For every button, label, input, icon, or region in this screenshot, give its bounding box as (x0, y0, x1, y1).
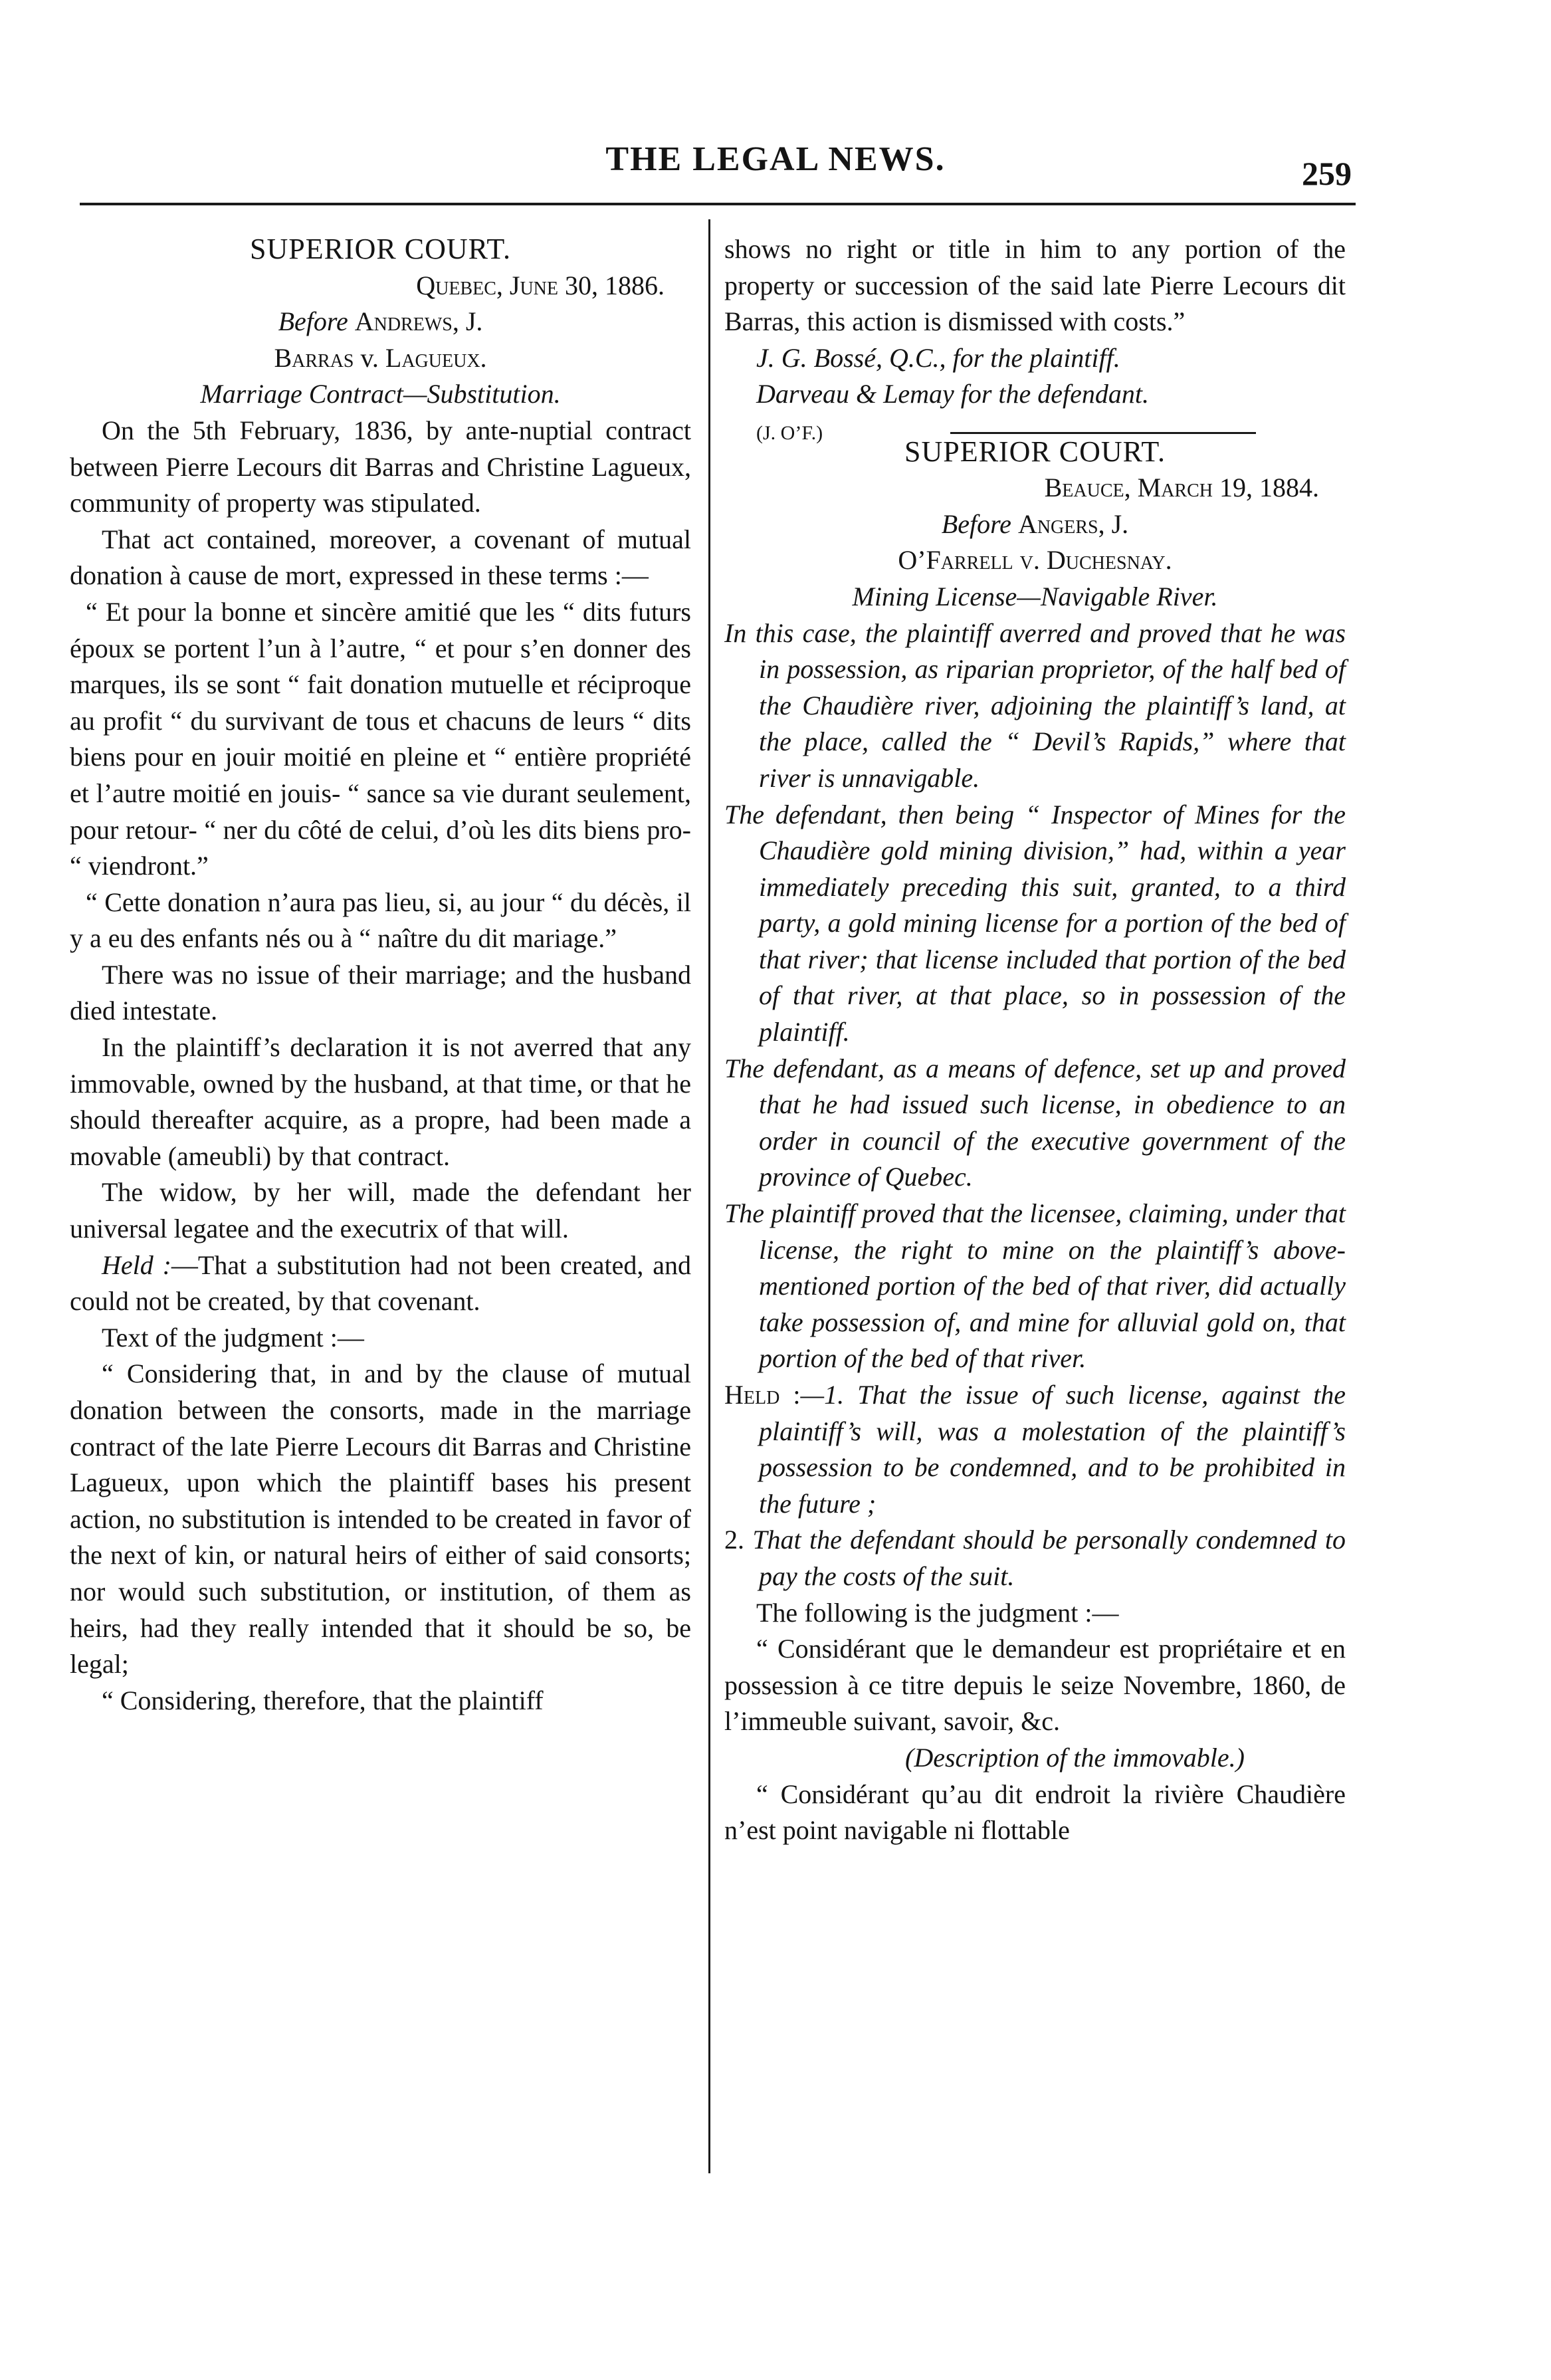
left-column (70, 231, 691, 1719)
place-date-text: Quebec, June 30, 1886. (416, 270, 665, 300)
held-1 (724, 1377, 1346, 1522)
paragraph-considering-1: “ Considering that, in and by the clause of mutual donation between the consorts, made in the marriage contract of the late Pierre Lecours dit Barras and Christine Lagueux, upon which the plaintiff bases his present action, no substitution is intended to be created in favor of the next of kin, or natural heirs of either of said consorts; nor would such substitution, or institution, of them as heirs, had they really intended that it should be so, be legal; (70, 1358, 691, 1679)
reporter-initials: (J. O’F.) (756, 421, 823, 444)
judge-line-2 (724, 506, 1346, 543)
paragraph-covenant: That act contained, moreover, a covenant of mutual donation à cause de mort, expressed in these terms :— (70, 524, 691, 591)
paragraph-no-issue: There was no issue of their marriage; and the husband died intestate. (70, 959, 691, 1026)
counsel-defendant: Darveau & Lemay for the defendant. (756, 379, 1149, 409)
held-label: Held : (102, 1249, 171, 1280)
judge-line (70, 304, 691, 340)
journal-title: THE LEGAL NEWS. (605, 140, 946, 178)
reporter-row (724, 413, 1346, 449)
case-subject: Marriage Contract—Substitution. (200, 379, 561, 409)
place-date (70, 268, 691, 304)
judge-prefix: Before (278, 306, 348, 337)
description-note: (Description of the immovable.) (905, 1742, 1245, 1773)
column-divider (708, 219, 710, 2173)
paragraph-following-judgment: The following is the judgment :— (756, 1597, 1119, 1628)
held-2-text: That the defendant should be personally condemned to pay the costs of the suit. (752, 1525, 1346, 1591)
paragraph-contract: On the 5th February, 1836, by ante-nuptial contract between Pierre Lecours dit Barras and Christine Lagueux, community of property was stipulated. (70, 415, 691, 518)
plaintiff-name: Barras (274, 342, 354, 373)
paragraph-dismissal: shows no right or title in him to any portion of the property or succession of the said late Pierre Lecours dit Barras, this action is dismissed with costs.” (724, 234, 1346, 337)
header-rule (80, 203, 1356, 205)
headnote-defence: The defendant, as a means of defence, set up and proved that he had issued such license, in obedience to an order in council of the executive government of the province of Quebec. (724, 1053, 1346, 1192)
paragraph-considering-2: “ Considering, therefore, that the plaintiff (102, 1685, 544, 1715)
place-date-2 (724, 470, 1346, 506)
page-number: 259 (1302, 155, 1352, 192)
right-column (724, 231, 1346, 1849)
quote-condition: “ Cette donation n’aura pas lieu, si, au jour “ du décès, il y a eu des enfants nés ou à “ naître du dit mariage.” (70, 887, 691, 954)
held-2 (724, 1522, 1346, 1594)
court-heading-2: SUPERIOR COURT. (904, 435, 1166, 468)
case-parties (70, 340, 691, 377)
held-text: —That a substitution had not been created, and could not be created, by that covenant. (70, 1249, 691, 1317)
paragraph-text-of-judgment: Text of the judgment :— (102, 1322, 364, 1352)
judge-prefix-2: Before (941, 508, 1011, 539)
counsel-plaintiff: J. G. Bossé, Q.C., for the plaintiff. (756, 342, 1120, 373)
versus: v. (360, 342, 379, 373)
case-subject-2: Mining License—Navigable River. (852, 581, 1218, 611)
headnote-possession: In this case, the plaintiff averred and proved that he was in possession, as riparian proprietor, of the half bed of the Chaudière river, adjoining the plaintiff’s land, at the place, called the “ Devil’s Rapids,” where that river is unnavigable. (724, 617, 1346, 793)
defendant-name: Lagueux. (385, 342, 487, 373)
paragraph-declaration: In the plaintiff’s declaration it is not averred that any immovable, owned by the husband, at that time, or that he should thereafter acquire, as a propre, had been made a movable (ameubli) by that contract. (70, 1032, 691, 1171)
held-1-text: —1. That the issue of such license, against the plaintiff’s will, was a molestation of the plaintiff’s possession to be condemned, and to be prohibited in the future ; (759, 1380, 1346, 1519)
paragraph-considerant-1: “ Considérant que le demandeur est propriétaire et en possession à ce titre depuis le seize Novembre, 1860, de l’immeuble suivant, savoir, &c. (724, 1634, 1346, 1737)
held-2-number: 2. (724, 1525, 744, 1555)
place-date-2-text: Beauce, March 19, 1884. (1044, 473, 1319, 503)
headnote-licensee: The plaintiff proved that the licensee, claiming, under that license, the right to mine on the plaintiff’s above-mentioned portion of the bed of that river, did actually take possession of, and mine for alluvial gold on, that portion of the bed of that river. (724, 1198, 1346, 1374)
headnote-license: The defendant, then being “ Inspector of Mines for the Chaudière gold mining division,” had, within a year immediately preceding this suit, granted, to a third party, a gold mining license for a portion of the bed of that river; that license included that portion of the bed of that river, at that place, so in possession of the plaintiff. (724, 799, 1346, 1047)
judge-name-2: Angers, J. (1017, 508, 1129, 539)
quote-donation: “ Et pour la bonne et sincère amitié que les “ dits futurs époux se portent l’un à l’autre, “ et pour s’en donner des marques, ils se sont “ fait donation mutuelle et réciproque au profit “ du survivant de tous et chacuns de leurs “ dits biens pour en jouir moitié en pleine et “ entière propriété et l’autre moitié en jouis- “ sance sa vie durant seulement, pour retour- “ ner du côté de celui, d’où les dits biens pro- “ viendront.” (70, 596, 691, 881)
paragraph-considerant-2: “ Considérant qu’au dit endroit la rivière Chaudière n’est point navigable ni flottable (724, 1779, 1346, 1846)
case-parties-2: O’Farrell v. Duchesnay. (898, 545, 1172, 576)
judge-name: Andrews, J. (354, 306, 483, 337)
court-heading: SUPERIOR COURT. (250, 233, 511, 265)
french-quote (70, 594, 691, 957)
paragraph-held (70, 1247, 691, 1320)
held-label-2: Held : (724, 1380, 801, 1410)
paragraph-widow: The widow, by her will, made the defendant her universal legatee and the executrix of that will. (70, 1177, 691, 1244)
